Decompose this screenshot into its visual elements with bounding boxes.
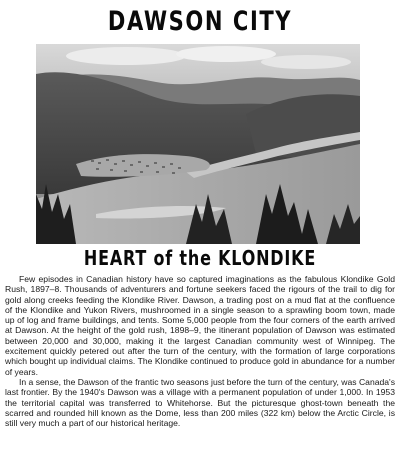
page-title: DAWSON CITY	[107, 6, 293, 37]
article-body	[5, 274, 395, 428]
paragraph: Few episodes in Canadian history have so captured imaginations as the fabulous Klondike Gold Rush, 1897–8. Thousands of adventurers and fortune seekers faced the rigours of the trail to dig for gold along creeks feeding the Klondike River. Dawson, a trading post on a mud flat at the confluence of the Klondike and Yukon Rivers, mushroomed in a single season to a sprawling boom town, made up of log and frame buildings, and tents. Some 5,000 people from the four corners of the earth arrived at Dawson. At the height of the gold rush, 1898–9, the itinerant population of Dawson was estimated between 20,000 and 30,000, making it the largest Canadian community west of Winnipeg. The excitement quickly petered out after the turn of the century, with the formation of large corporations which bought up individual claims. The Klondike continued to produce gold in abundance for a number of years.	[5, 274, 395, 377]
paragraph: In a sense, the Dawson of the frantic two seasons just before the turn of the century, was Canada's last frontier. By the 1940's Dawson was a village with a permanent population of under 1,000. In 1953 the territorial capital was transferred to Whitehorse. But the picturesque ghost-town beneath the scarred and rounded hill known as the Dome, less than 200 miles (322 km) below the Arctic Circle, is still very much a part of our historical heritage.	[5, 376, 395, 429]
page-subtitle: HEART of the KLONDIKE	[83, 246, 317, 270]
aerial-photo	[36, 44, 360, 244]
